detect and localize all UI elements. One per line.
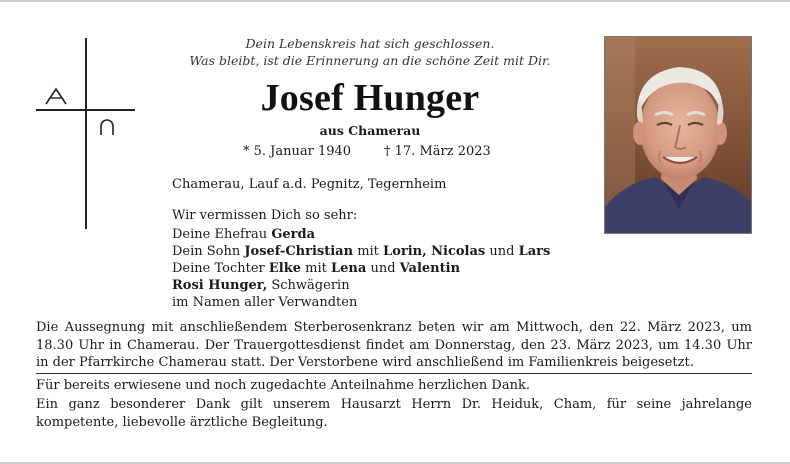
family-connector: und [366, 261, 400, 276]
thanks-paragraph: Für bereits erwiesene und noch zugedachte Anteilnahme herzlichen Dank. [36, 378, 530, 393]
memorial-quote [170, 35, 570, 69]
birth-date: * 5. Januar 1940 [243, 144, 352, 159]
omega-icon [98, 118, 116, 136]
family-member-name: Rosi Hunger, [172, 278, 268, 293]
family-member-name: Lena [331, 261, 367, 276]
family-relation: Deine Tochter [172, 261, 269, 276]
family-places: Chamerau, Lauf a.d. Pegnitz, Tegernheim [172, 177, 447, 192]
portrait-illustration [605, 37, 752, 234]
cross-vertical-beam [85, 38, 87, 229]
family-member-name: Josef-Christian [244, 244, 354, 259]
family-connector: und [485, 244, 519, 259]
death-date: † 17. März 2023 [384, 144, 491, 159]
quote-line-2: Was bleibt, ist die Erinnerung an die schöne Zeit mit Dir. [189, 53, 551, 68]
divider-line [36, 373, 752, 374]
family-member-name: Lorin, Nicolas [383, 244, 486, 259]
miss-intro: Wir vermissen Dich so sehr: [172, 208, 358, 223]
top-border [0, 0, 790, 2]
family-row-wife [172, 226, 550, 243]
quote-line-1: Dein Lebenskreis hat sich geschlossen. [245, 36, 495, 51]
deceased-name: Josef Hunger [260, 77, 480, 119]
cross-horizontal-beam [36, 109, 135, 111]
family-row-relatives: im Namen aller Verwandten [172, 295, 358, 310]
family-connector: mit [301, 261, 332, 276]
family-member-name: Valentin [399, 261, 461, 276]
family-row-daughter [172, 260, 550, 277]
service-paragraph: Die Aussegnung mit anschließendem Sterberosenkranz beten wir am Mittwoch, den 22. März 2023, um 18.30 Uhr in Chamerau. Der Trauergottesdienst findet am Donnerstag, den 23. März 2023, um 14.30 Uhr in der Pfarrkirche Chamerau statt. Der Verstorbene wird anschließend im Familienkreis beigesetzt. [36, 320, 752, 370]
family-member-name: Gerda [271, 227, 316, 242]
family-relation: Deine Ehefrau [172, 227, 272, 242]
family-row-son [172, 243, 550, 260]
deceased-origin: aus Chamerau [319, 123, 421, 138]
family-relation: Schwägerin [267, 278, 350, 293]
family-row-sister-in-law [172, 277, 550, 294]
alpha-icon [44, 86, 68, 106]
family-member-name: Elke [268, 261, 302, 276]
family-member-name: Lars [518, 244, 551, 259]
family-relation: Dein Sohn [172, 244, 245, 259]
portrait-photo [604, 36, 752, 234]
family-list [172, 226, 550, 311]
family-connector: mit [353, 244, 384, 259]
special-thanks-paragraph: Ein ganz besonderer Dank gilt unserem Hausarzt Herrn Dr. Heiduk, Cham, für seine jahrelange kompetente, liebevolle ärztliche Begleitung. [36, 397, 752, 430]
